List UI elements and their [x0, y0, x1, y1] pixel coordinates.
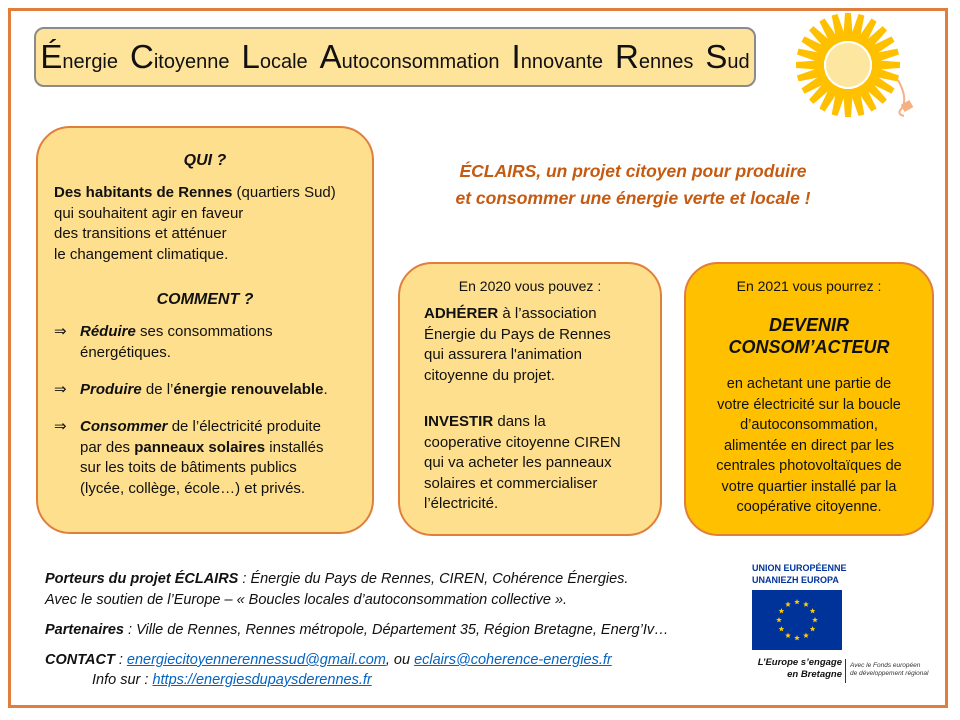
- email-link-gmail[interactable]: energiecitoyennerennessud@gmail.com: [126, 652, 386, 668]
- footer-partenaires: Partenaires : Ville de Rennes, Rennes métropole, Département 35, Région Bretagne, Energ’Iv…: [45, 622, 669, 638]
- eu-star-icon: [794, 635, 800, 640]
- eu-star-icon: [794, 599, 800, 604]
- footer-porteurs: Porteurs du projet ÉCLAIRS : Énergie du Pays de Rennes, CIREN, Cohérence Énergies.: [45, 571, 629, 587]
- panel-2021-heading: En 2021 vous pourrez :: [736, 278, 882, 294]
- eu-title: UNION EUROPÉENNE: [752, 563, 847, 573]
- title-word: Locale: [241, 38, 308, 75]
- comment-item-produire: Produire de l’énergie renouvelable.: [80, 381, 328, 398]
- eu-star-icon: [812, 617, 818, 622]
- title-word: Rennes: [615, 38, 694, 75]
- website-link[interactable]: https://energiesdupaysderennes.fr: [152, 672, 372, 688]
- footer-soutien: Avec le soutien de l’Europe – « Boucles locales d’autoconsommation collective ».: [45, 592, 568, 608]
- eu-divider: [845, 659, 846, 683]
- slogan: ÉCLAIRS, un projet citoyen pour produire et consommer une énergie verte et locale !: [455, 161, 811, 208]
- title-word: Sud: [705, 38, 750, 75]
- comment-heading: COMMENT ?: [156, 291, 254, 308]
- eu-title-breton: UNANIEZH EUROPA: [752, 575, 839, 585]
- qui-comment-panel: [36, 126, 374, 534]
- consomacteur-text: en achetant une partie de votre électricité sur la boucle d’autoconsommation, alimentée en direct par les centrales photovoltaïques de votre quartier installé par la coopérative citoyenne.: [716, 376, 902, 515]
- eu-fund-text: Avec le Fonds européen de développement régional: [850, 662, 929, 677]
- qui-text: Des habitants de Rennes (quartiers Sud) qui souhaitent agir en faveur des transitions et atténuer le changement climatique.: [54, 184, 336, 263]
- footer-contact: CONTACT : energiecitoyennerennessud@gmail.com, ou eclairs@coherence-energies.fr: [45, 652, 612, 668]
- eu-star-icon: [779, 626, 785, 631]
- comment-item-consommer: Consommer de l’électricité produite par des panneaux solaires installés sur les toits de bâtiments publics (lycée, collège, école…) et privés.: [80, 418, 324, 497]
- eu-star-icon: [803, 601, 809, 606]
- eu-star-icon: [803, 633, 809, 638]
- eu-slogan: L’Europe s’engage en Bretagne: [757, 657, 842, 680]
- arrow-icon: ⇒: [54, 323, 67, 340]
- arrow-icon: ⇒: [54, 418, 67, 435]
- eu-flag-icon: [752, 590, 842, 650]
- email-link-coherence[interactable]: eclairs@coherence-energies.fr: [414, 652, 612, 668]
- title-word: Innovante: [511, 38, 604, 75]
- consomacteur-title: DEVENIR CONSOM’ACTEUR: [728, 315, 890, 357]
- title-word: Énergie: [40, 38, 119, 75]
- arrow-icon: ⇒: [54, 381, 67, 398]
- adherer-text: ADHÉRER à l’association Énergie du Pays de Rennes qui assurera l'animation citoyenne du projet.: [424, 305, 611, 384]
- panel-2020: [398, 262, 662, 536]
- eu-star-icon: [810, 626, 816, 631]
- eu-star-icon: [779, 608, 785, 613]
- investir-text: INVESTIR dans la cooperative citoyenne CIREN qui va acheter les panneaux solaires et commercialiser l’électricité.: [424, 413, 621, 512]
- title-word: Citoyenne: [130, 38, 230, 75]
- eu-star-icon: [785, 633, 791, 638]
- comment-item-reduire: Réduire ses consommations énergétiques.: [80, 323, 273, 361]
- eu-star-icon: [810, 608, 816, 613]
- sun-plug-logo-icon: [780, 10, 940, 120]
- eu-star-icon: [776, 617, 782, 622]
- title-banner: [34, 27, 756, 87]
- qui-heading: QUI ?: [183, 152, 227, 169]
- footer-info: Info sur : https://energiesdupaysderennes.fr: [92, 672, 372, 688]
- eu-star-icon: [785, 601, 791, 606]
- panel-2020-heading: En 2020 vous pouvez :: [458, 278, 602, 294]
- title-word: Autoconsommation: [319, 38, 500, 75]
- panel-2021: [684, 262, 934, 536]
